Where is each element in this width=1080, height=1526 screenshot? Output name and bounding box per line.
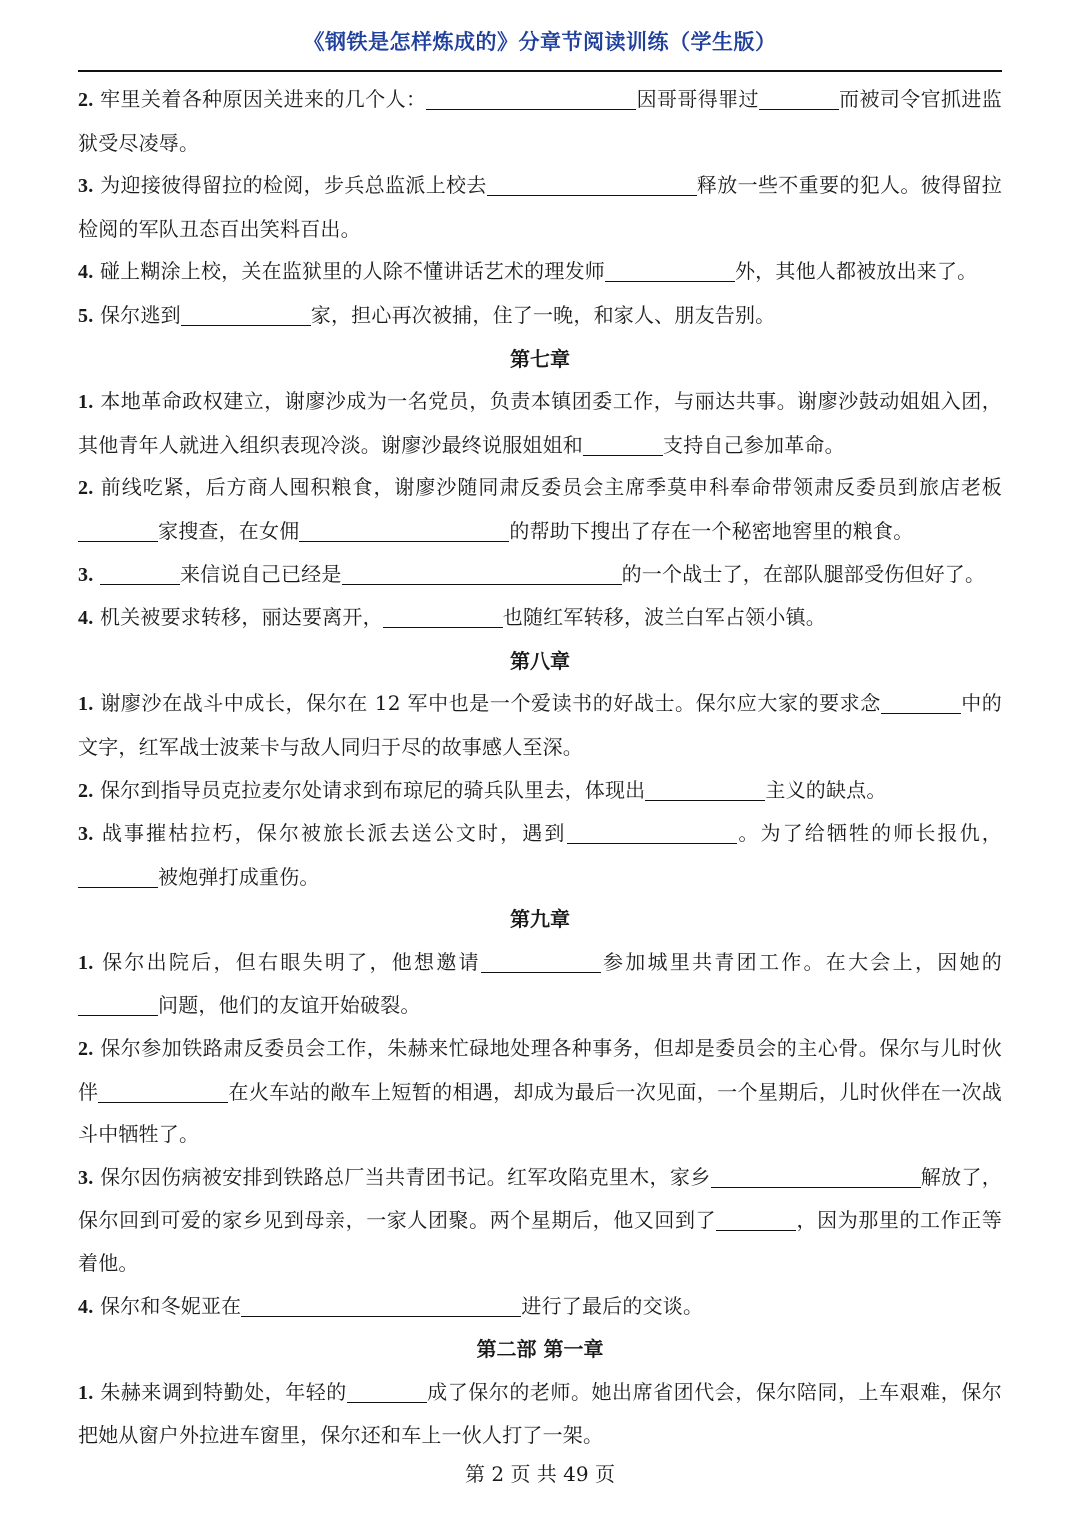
chapter-heading: 第八章 <box>510 648 570 673</box>
page-number: 第 2 页 共 49 页 <box>465 1462 615 1486</box>
answer-blank[interactable] <box>347 1382 427 1403</box>
question-item: 3. 战事摧枯拉朽，保尔被旅长派去送公文时，遇到 。为了给牺牲的师长报仇，被炮弹打成重伤。 <box>78 821 1002 889</box>
question-item: 4. 机关被要求转移，丽达要离开， 也随红军转移，波兰白军占领小镇。 <box>78 605 826 630</box>
question-item: 1. 谢廖沙在战斗中成长，保尔在 12 军中也是一个爱读书的好战士。保尔应大家的要求念 中的文字，红军战士波莱卡与敌人同归于尽的故事感人至深。 <box>78 691 1002 759</box>
answer-blank[interactable] <box>181 305 311 326</box>
chapter-heading: 第二部 第一章 <box>476 1337 604 1362</box>
answer-blank[interactable] <box>716 1210 796 1231</box>
answer-blank[interactable] <box>241 1296 521 1317</box>
answer-blank[interactable] <box>605 261 735 282</box>
question-item: 1. 朱赫来调到特勤处，年轻的 成了保尔的老师。她出席省团代会，保尔陪同，上车艰难，保尔把她从窗户外拉进车窗里，保尔还和车上一伙人打了一架。 <box>78 1379 1002 1448</box>
question-item: 1. 保尔出院后，但右眼失明了，他想邀请 参加城里共青团工作。在大会上，因她的问题，他们的友谊开始破裂。 <box>78 949 1002 1018</box>
question-item: 3. 来信说自己已经是 的一个战士了，在部队腿部受伤但好了。 <box>78 561 986 586</box>
chapter-heading: 第九章 <box>510 907 570 932</box>
answer-blank[interactable] <box>487 175 697 196</box>
answer-blank[interactable] <box>100 564 180 585</box>
question-item: 3. 为迎接彼得留拉的检阅，步兵总监派上校去 释放一些不重要的犯人。彼得留拉检阅的军队丑态百出笑料百出。 <box>78 173 1003 241</box>
question-item: 2. 保尔到指导员克拉麦尔处请求到布琼尼的骑兵队里去，体现出 主义的缺点。 <box>78 777 887 802</box>
question-item: 5. 保尔逃到 家，担心再次被捕，住了一晚，和家人、朋友告别。 <box>78 302 776 327</box>
question-item: 3. 保尔因伤病被安排到铁路总厂当共青团书记。红军攻陷克里木，家乡 解放了，保尔回到可爱的家乡见到母亲，一家人团聚。两个星期后，他又回到了 ，因为那里的工作正等着他。 <box>78 1164 1003 1276</box>
question-item: 1. 本地革命政权建立，谢廖沙成为一名党员，负责本镇团委工作，与丽达共事。谢廖沙鼓动姐姐入团，其他青年人就进入组织表现冷淡。谢廖沙最终说服姐姐和 支持自己参加革命。 <box>78 389 1002 457</box>
answer-blank[interactable] <box>383 607 503 628</box>
exercise-content <box>78 78 1002 1457</box>
header-divider <box>78 70 1002 72</box>
answer-blank[interactable] <box>645 780 765 801</box>
answer-blank[interactable] <box>583 435 663 456</box>
answer-blank[interactable] <box>481 952 601 973</box>
chapter-heading: 第七章 <box>510 346 570 371</box>
question-item: 2. 牢里关着各种原因关进来的几个人： 因哥哥得罪过 而被司令官抓进监狱受尽凌辱。 <box>78 87 1003 155</box>
answer-blank[interactable] <box>711 1167 921 1188</box>
question-item: 2. 保尔参加铁路肃反委员会工作，朱赫来忙碌地处理各种事务，但却是委员会的主心骨。保尔与儿时伙伴 在火车站的敞车上短暂的相遇，却成为最后一次见面，一个星期后，儿时伙伴在一次战斗中牺牲了。 <box>78 1036 1002 1147</box>
answer-blank[interactable] <box>98 1082 228 1103</box>
document-title: 《钢铁是怎样炼成的》分章节阅读训练（学生版） <box>303 30 777 54</box>
answer-blank[interactable] <box>299 521 509 542</box>
answer-blank[interactable] <box>78 867 158 888</box>
question-item: 4. 碰上糊涂上校，关在监狱里的人除不懂讲话艺术的理发师 外，其他人都被放出来了。 <box>78 259 978 284</box>
question-item: 4. 保尔和冬妮亚在 进行了最后的交谈。 <box>78 1293 704 1318</box>
answer-blank[interactable] <box>567 823 737 844</box>
answer-blank[interactable] <box>78 995 158 1016</box>
answer-blank[interactable] <box>342 564 622 585</box>
answer-blank[interactable] <box>426 89 636 110</box>
question-item: 2. 前线吃紧，后方商人囤积粮食，谢廖沙随同肃反委员会主席季莫申科奉命带领肃反委员到旅店老板家搜查，在女佣 的帮助下搜出了存在一个秘密地窖里的粮食。 <box>78 475 1002 543</box>
answer-blank[interactable] <box>759 89 839 110</box>
answer-blank[interactable] <box>78 521 158 542</box>
answer-blank[interactable] <box>881 693 961 714</box>
